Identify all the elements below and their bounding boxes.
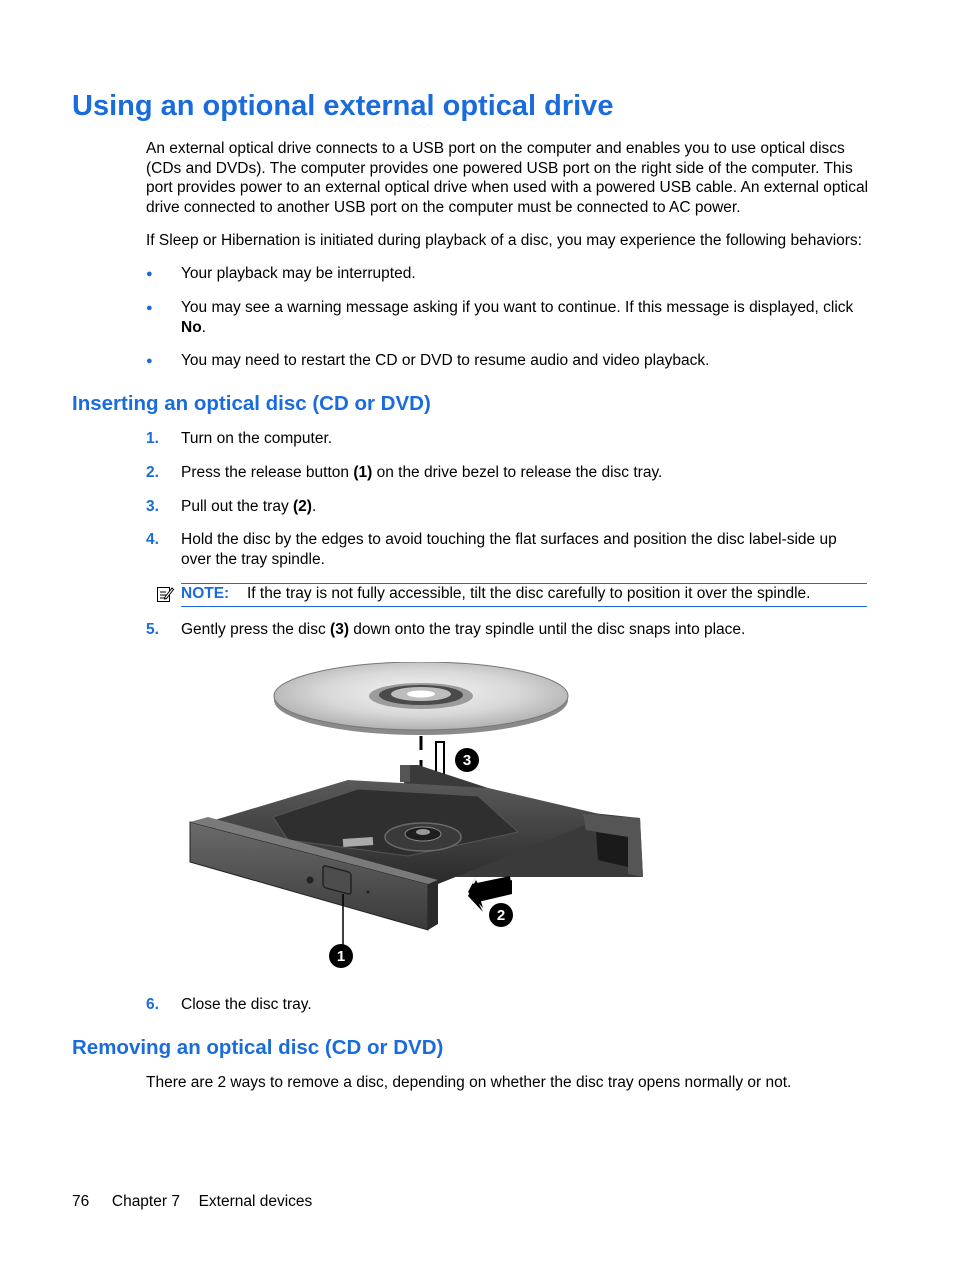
note-box xyxy=(181,583,867,607)
chapter-label: Chapter 7 xyxy=(111,1193,180,1210)
callout-1 xyxy=(329,944,353,968)
page-footer xyxy=(72,1193,312,1211)
remove-paragraph: There are 2 ways to remove a disc, depending on whether the disc tray opens normally or not. xyxy=(146,1074,792,1091)
callout-3 xyxy=(455,748,479,772)
bullet-icon: ● xyxy=(146,302,153,314)
chapter-title: External devices xyxy=(198,1193,313,1210)
step-text: Pull out the tray (2). xyxy=(181,498,317,515)
step-text: Gently press the disc (3) down onto the tray spindle until the disc snaps into place. xyxy=(181,621,746,638)
page-number: 76 xyxy=(72,1193,90,1210)
step-number: 4. xyxy=(146,531,159,548)
bullet-text: You may need to restart the CD or DVD to resume audio and video playback. xyxy=(181,352,710,369)
step-number: 3. xyxy=(146,498,159,515)
sleep-paragraph: If Sleep or Hibernation is initiated during playback of a disc, you may experience the following behaviors: xyxy=(146,232,862,249)
step-text: Press the release button (1) on the drive bezel to release the disc tray. xyxy=(181,464,663,481)
step-number: 6. xyxy=(146,996,159,1013)
step-number: 1. xyxy=(146,430,159,447)
callout-2 xyxy=(489,903,513,927)
section-heading-remove: Removing an optical disc (CD or DVD) xyxy=(72,1036,444,1059)
svg-text:1: 1 xyxy=(336,948,346,965)
step-number: 5. xyxy=(146,621,159,638)
bullet-icon: ● xyxy=(146,355,153,367)
step-text: Close the disc tray. xyxy=(181,996,312,1013)
bullet-text: Your playback may be interrupted. xyxy=(181,265,416,282)
intro-paragraph: An external optical drive connects to a USB port on the computer and enables you to use optical discs (CDs and DVDs). The computer provides one powered USB port on the right side of the computer. This port provides power to an external optical drive when used with a powered USB cable. An external optical drive connected to another USB port on the computer must be connected to AC power. xyxy=(146,140,869,216)
section-heading-insert: Inserting an optical disc (CD or DVD) xyxy=(72,392,431,415)
step-text: Turn on the computer. xyxy=(181,430,333,447)
step-number: 2. xyxy=(146,464,159,481)
disc xyxy=(274,662,568,735)
bullet-text: You may see a warning message asking if you want to continue. If this message is displayed, click No. xyxy=(181,299,854,336)
note-text: If the tray is not fully accessible, tilt the disc carefully to position it over the spindle. xyxy=(247,585,811,602)
svg-text:3: 3 xyxy=(462,752,472,769)
optical-drive-illustration xyxy=(188,662,646,970)
svg-text:2: 2 xyxy=(496,907,506,924)
step-text: Hold the disc by the edges to avoid touching the flat surfaces and position the disc label-side up over the tray spindle. xyxy=(181,531,837,568)
note-icon xyxy=(156,585,174,603)
bullet-icon: ● xyxy=(146,268,153,280)
page-title: Using an optional external optical drive xyxy=(72,90,614,122)
note-label: NOTE: xyxy=(181,585,230,602)
